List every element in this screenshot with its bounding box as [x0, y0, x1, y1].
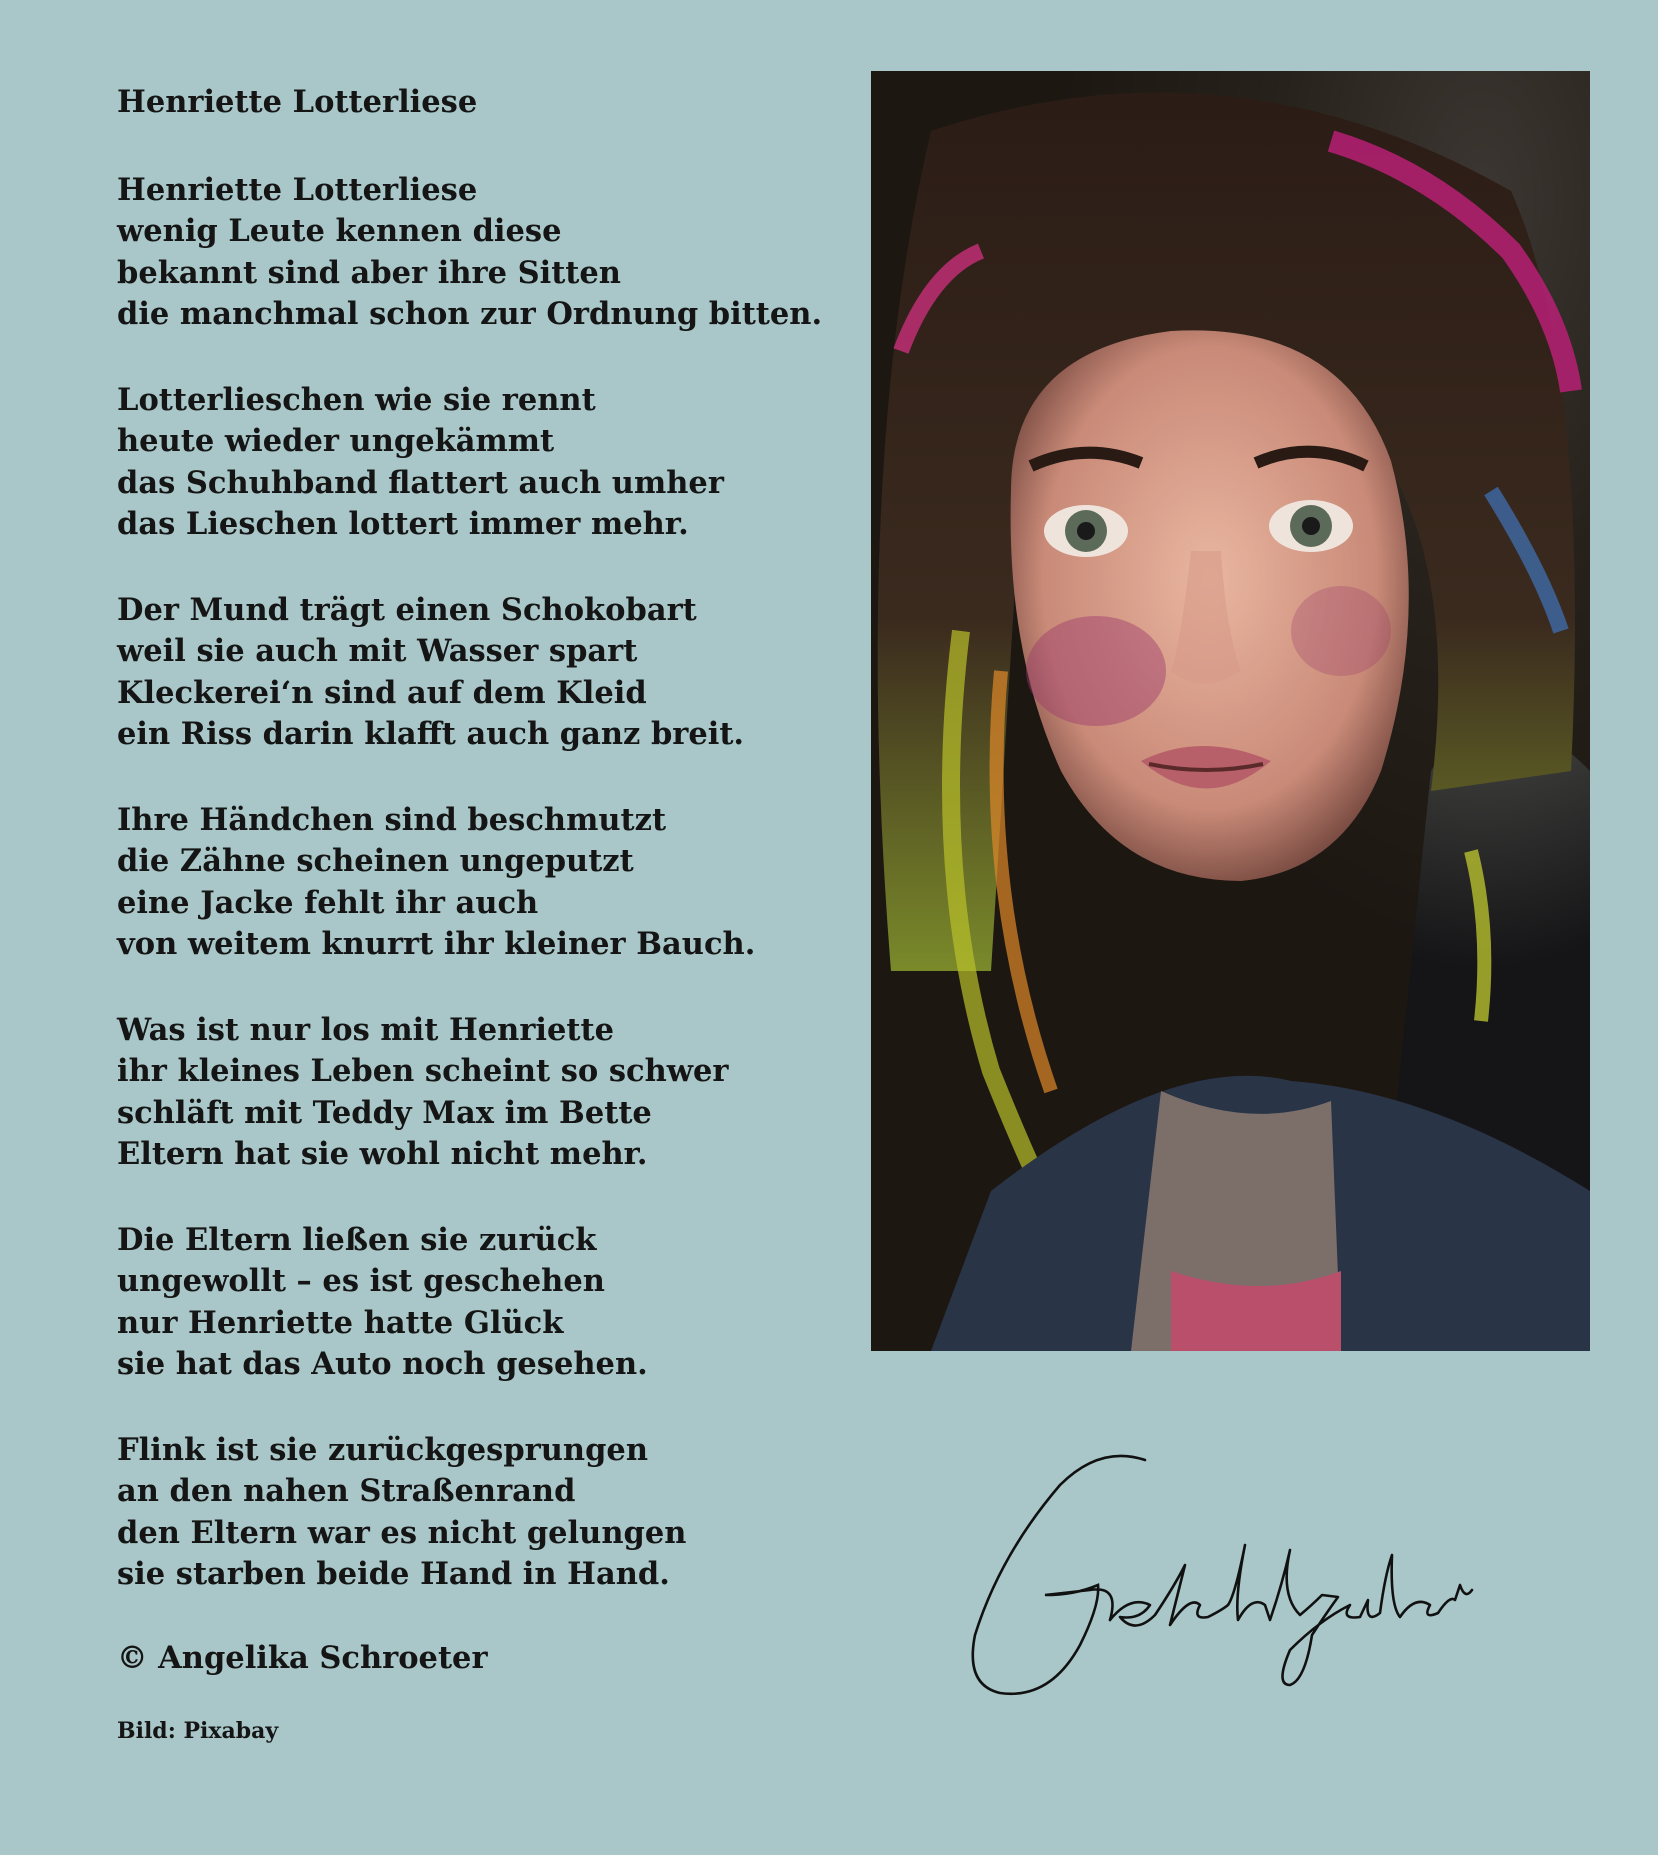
- poem-line: Ihre Händchen sind beschmutzt: [117, 801, 667, 838]
- poem-title: Henriette Lotterliese: [117, 84, 478, 120]
- poem-line: weil sie auch mit Wasser spart: [117, 633, 638, 669]
- poem-line: an den nahen Straßenrand: [117, 1473, 576, 1509]
- poem-line: Henriette Lotterliese: [117, 171, 478, 208]
- signature-illustration: [960, 1445, 1480, 1715]
- signature: [960, 1445, 1480, 1715]
- portrait-photo: [871, 71, 1590, 1351]
- poem-line: ihr kleines Leben scheint so schwer: [117, 1053, 729, 1089]
- poem-line: das Lieschen lottert immer mehr.: [117, 506, 689, 542]
- stanza: [117, 1430, 857, 1596]
- poem-line: sie hat das Auto noch gesehen.: [117, 1346, 648, 1382]
- poem-line: von weitem knurrt ihr kleiner Bauch.: [117, 926, 756, 962]
- poem-line: Die Eltern ließen sie zurück: [117, 1221, 597, 1258]
- poem-line: das Schuhband flattert auch umher: [117, 464, 724, 501]
- poem-line: ein Riss darin klafft auch ganz breit.: [117, 716, 745, 752]
- stanza: [117, 170, 857, 336]
- poem-line: Der Mund trägt einen Schokobart: [117, 591, 697, 628]
- poem-stanzas: [117, 170, 857, 1596]
- poem-line: Flink ist sie zurückgesprungen: [117, 1431, 648, 1468]
- poem-line: Kleckerei‘n sind auf dem Kleid: [117, 674, 647, 711]
- poem-line: nur Henriette hatte Glück: [117, 1304, 564, 1341]
- poem-line: heute wieder ungekämmt: [117, 423, 555, 459]
- stanza: [117, 1010, 857, 1176]
- poem-line: die manchmal schon zur Ordnung bitten.: [117, 296, 823, 332]
- poem-line: sie starben beide Hand in Hand.: [117, 1556, 670, 1592]
- image-credit: Bild: Pixabay: [117, 1718, 279, 1744]
- stanza: [117, 380, 857, 546]
- poem-line: eine Jacke fehlt ihr auch: [117, 884, 539, 921]
- stanza: [117, 590, 857, 756]
- poem-line: die Zähne scheinen ungeputzt: [117, 843, 634, 879]
- poem-line: den Eltern war es nicht gelungen: [117, 1514, 687, 1551]
- copyright-line: © Angelika Schroeter: [117, 1639, 488, 1676]
- poem-line: schläft mit Teddy Max im Bette: [117, 1094, 652, 1131]
- portrait-illustration: [871, 71, 1590, 1351]
- poem-line: ungewollt – es ist geschehen: [117, 1263, 605, 1299]
- poem-line: Eltern hat sie wohl nicht mehr.: [117, 1136, 648, 1172]
- poem-line: Was ist nur los mit Henriette: [117, 1011, 614, 1048]
- poem-line: Lotterlieschen wie sie rennt: [117, 381, 596, 418]
- poem: [117, 82, 857, 1679]
- poem-line: wenig Leute kennen diese: [117, 213, 562, 249]
- stanza: [117, 1220, 857, 1386]
- poem-line: bekannt sind aber ihre Sitten: [117, 254, 621, 291]
- stanza: [117, 800, 857, 966]
